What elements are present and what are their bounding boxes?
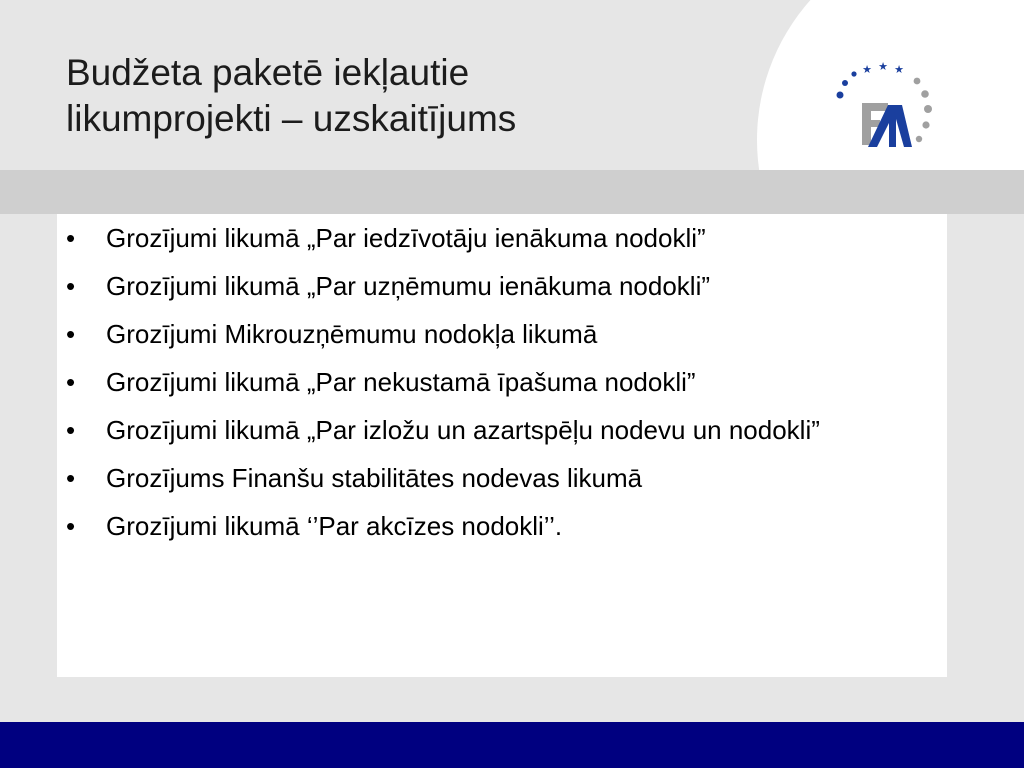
slide-title-line-1: Budžeta paketē iekļautie xyxy=(66,52,470,93)
slide-title-line-2: likumprojekti – uzskaitījums xyxy=(66,98,517,139)
bullet-list xyxy=(66,222,936,558)
svg-text:★: ★ xyxy=(878,60,888,73)
svg-text:★: ★ xyxy=(862,63,872,76)
bullet-dot: • xyxy=(66,511,76,541)
logo-blue-dots xyxy=(837,71,857,98)
list-item-text: Grozījumi likumā ‘’Par akcīzes nodokli’’. xyxy=(106,511,563,541)
logo-fm-mark xyxy=(862,103,912,147)
list-item xyxy=(66,318,936,351)
slide-title xyxy=(66,50,726,142)
list-item xyxy=(66,222,936,255)
list-item-text: Grozījumi likumā „Par uzņēmumu ienākuma nodokli” xyxy=(106,271,711,301)
divider-band xyxy=(0,170,1024,214)
bullet-dot: • xyxy=(66,415,76,445)
bullet-dot: • xyxy=(66,319,76,349)
bullet-dot: • xyxy=(66,463,76,493)
bullet-dot: • xyxy=(66,223,76,253)
list-item-text: Grozījums Finanšu stabilitātes nodevas likumā xyxy=(106,463,643,493)
right-strip xyxy=(947,214,1024,642)
finance-ministry-logo-icon xyxy=(830,55,940,155)
list-item-text: Grozījumi likumā „Par izložu un azartspēļu nodevu un nodokli” xyxy=(106,415,820,445)
left-margin xyxy=(0,214,57,677)
bullet-dot: • xyxy=(66,367,76,397)
logo-stars xyxy=(862,60,904,76)
list-item xyxy=(66,462,936,495)
list-item xyxy=(66,414,936,447)
list-item xyxy=(66,270,936,303)
list-item-text: Grozījumi likumā „Par iedzīvotāju ienākuma nodokli” xyxy=(106,223,706,253)
list-item-text: Grozījumi Mikrouzņēmumu nodokļa likumā xyxy=(106,319,598,349)
bullet-dot: • xyxy=(66,271,76,301)
bottom-margin xyxy=(0,677,1024,722)
svg-text:★: ★ xyxy=(894,63,904,76)
list-item xyxy=(66,510,936,543)
logo-gray-dots xyxy=(914,78,932,143)
list-item-text: Grozījumi likumā „Par nekustamā īpašuma nodokli” xyxy=(106,367,696,397)
footer-bar xyxy=(0,722,1024,768)
list-item xyxy=(66,366,936,399)
